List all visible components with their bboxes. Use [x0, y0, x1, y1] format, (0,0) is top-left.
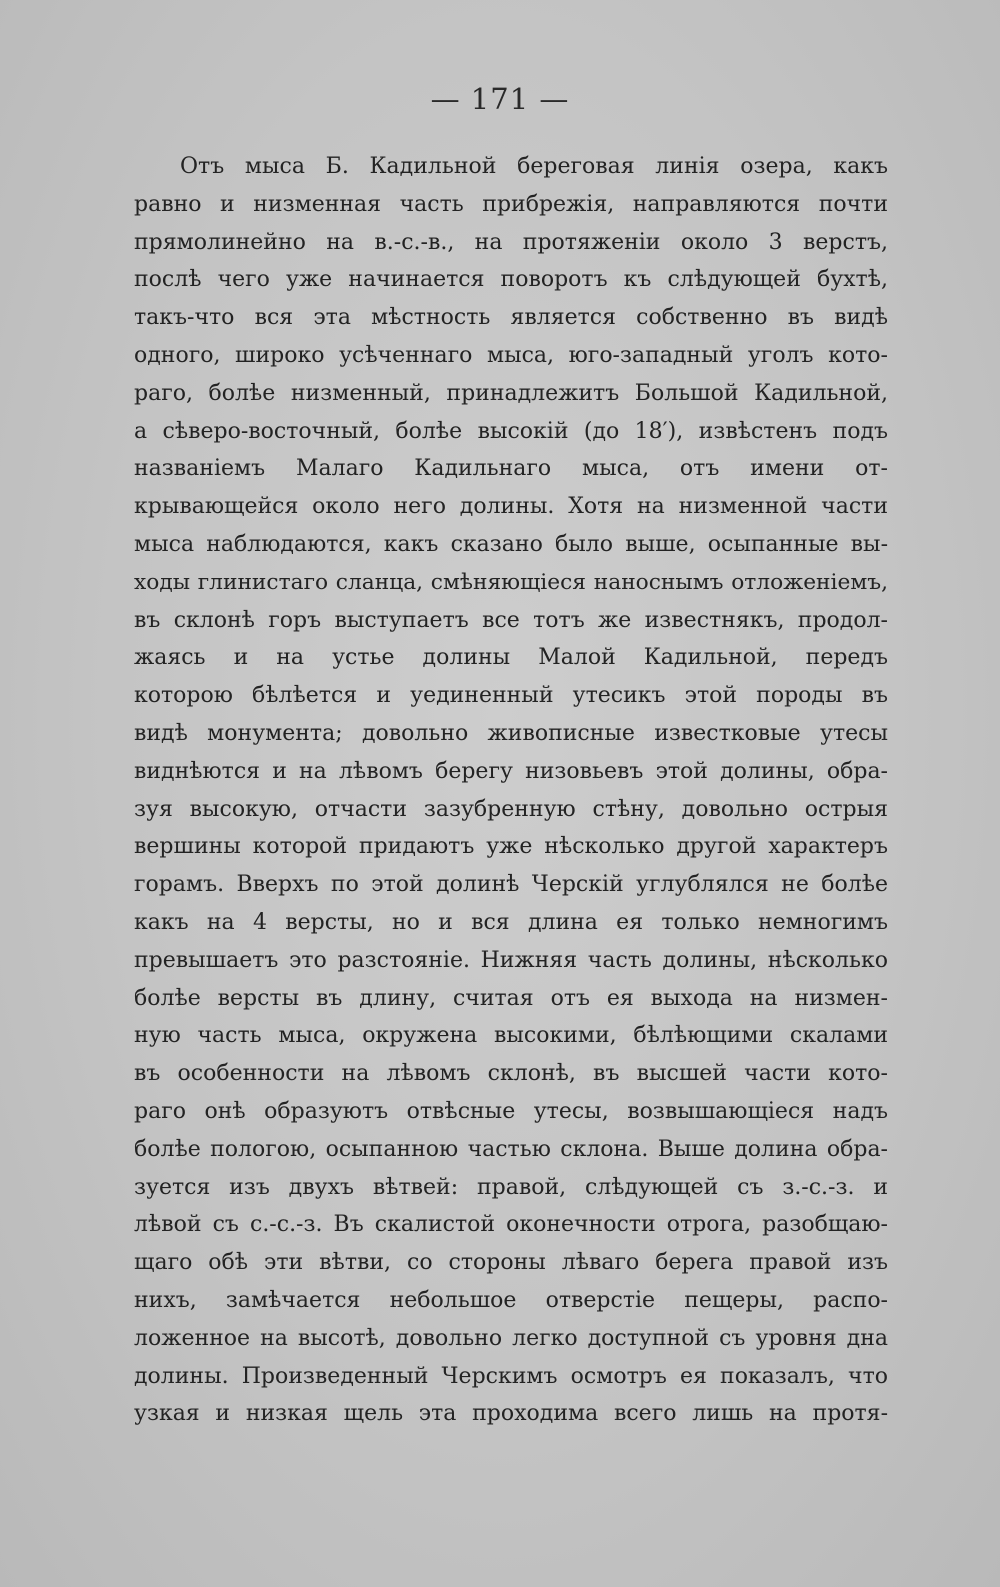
text-line: а сѣверо-восточный, болѣе высокій (до 18′), извѣстенъ подъ	[134, 418, 888, 444]
text-line: виднѣются и на лѣвомъ берегу низовьевъ этой долины, обра-	[134, 758, 888, 784]
text-line: нихъ, замѣчается небольшое отверстіе пещеры, распо-	[134, 1287, 888, 1313]
text-line: болѣе версты въ длину, считая отъ ея выхода на низмен-	[134, 985, 888, 1011]
text-line: одного, широко усѣченнаго мыса, юго-западный уголъ кото-	[134, 342, 888, 368]
text-line: вершины которой придаютъ уже нѣсколько другой характеръ	[134, 834, 888, 860]
text-line: зуя высокую, отчасти зазубренную стѣну, довольно острыя	[134, 796, 888, 822]
text-line: ходы глинистаго сланца, смѣняющіеся наноснымъ отложеніемъ,	[134, 569, 888, 595]
text-line: ную часть мыса, окружена высокими, бѣлѣющими скалами	[134, 1023, 888, 1049]
text-line: названіемъ Малаго Кадильнаго мыса, отъ имени от-	[134, 456, 888, 482]
text-line: прямолинейно на в.-с.-в., на протяженіи около 3 верстъ,	[134, 229, 888, 255]
text-line: раго онѣ образуютъ отвѣсные утесы, возвышающіеся надъ	[134, 1098, 888, 1124]
text-line: которою бѣлѣется и уединенный утесикъ этой породы въ	[134, 683, 888, 709]
text-line: болѣе пологою, осыпанною частью склона. Выше долина обра-	[134, 1136, 888, 1162]
text-line: щаго обѣ эти вѣтви, со стороны лѣваго берега правой изъ	[134, 1250, 888, 1276]
text-line: ложенное на высотѣ, довольно легко доступной съ уровня дна	[134, 1325, 888, 1351]
text-line: горамъ. Вверхъ по этой долинѣ Черскій углублялся не болѣе	[134, 872, 888, 898]
text-line: такъ-что вся эта мѣстность является собственно въ видѣ	[134, 305, 888, 331]
text-line: мыса наблюдаются, какъ сказано было выше, осыпанные вы-	[134, 531, 888, 557]
text-line: узкая и низкая щель эта проходима всего лишь на протя-	[134, 1401, 888, 1427]
text-line: Отъ мыса Б. Кадильной береговая линія озера, какъ	[180, 154, 888, 179]
text-line: видѣ монумента; довольно живописные известковые утесы	[134, 720, 888, 746]
text-line: въ склонѣ горъ выступаетъ все тотъ же известнякъ, продол-	[134, 607, 888, 633]
text-line: раго, болѣе низменный, принадлежитъ Большой Кадильной,	[134, 380, 888, 406]
body-text	[134, 148, 888, 1433]
text-line: послѣ чего уже начинается поворотъ къ слѣдующей бухтѣ,	[134, 267, 888, 293]
text-line: лѣвой съ с.-с.-з. Въ скалистой оконечности отрога, разобщаю-	[134, 1212, 888, 1238]
text-line: жаясь и на устье долины Малой Кадильной, передъ	[134, 645, 888, 671]
text-line: крывающейся около него долины. Хотя на низменной части	[134, 494, 888, 520]
page-number: — 171 —	[430, 82, 570, 116]
text-line: зуется изъ двухъ вѣтвей: правой, слѣдующей съ з.-с.-з. и	[134, 1174, 888, 1200]
text-line: долины. Произведенный Черскимъ осмотръ ея показалъ, что	[134, 1363, 888, 1389]
text-line: какъ на 4 версты, но и вся длина ея только немногимъ	[134, 909, 888, 935]
text-line: превышаетъ это разстояніе. Нижняя часть долины, нѣсколько	[134, 947, 888, 973]
text-line: въ особенности на лѣвомъ склонѣ, въ высшей части кото-	[134, 1061, 888, 1087]
text-line: равно и низменная часть прибрежія, направляются почти	[134, 191, 888, 217]
